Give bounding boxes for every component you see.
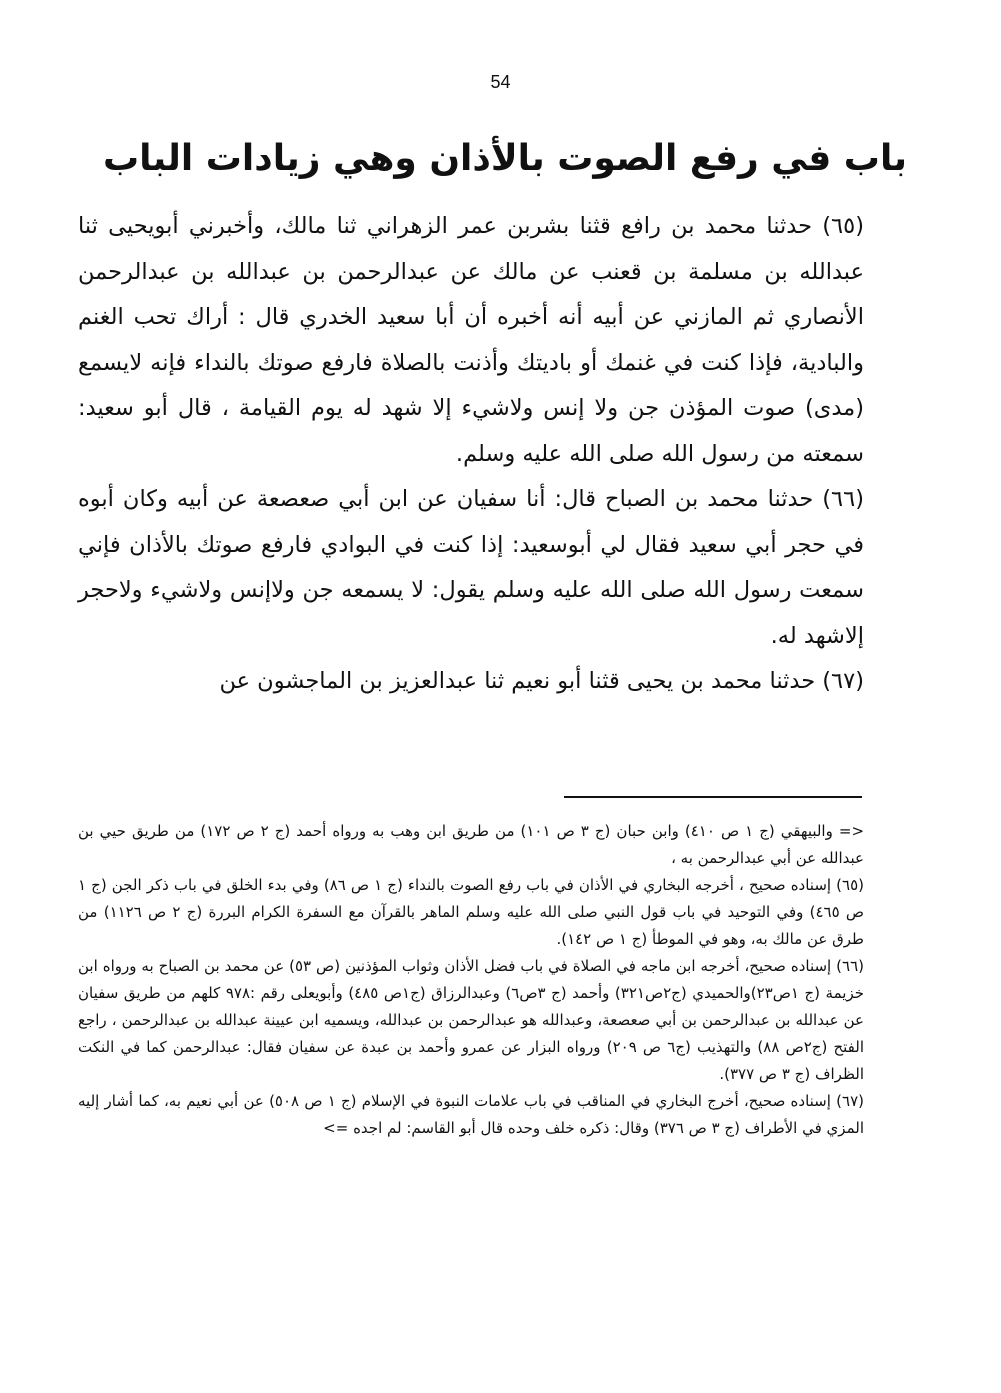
page-number: 54: [490, 72, 511, 92]
footnote-separator: [564, 796, 862, 798]
chapter-title: باب في رفع الصوت بالأذان وهي زيادات الباب: [102, 138, 908, 179]
footnotes: [78, 818, 864, 1142]
hadith-paragraph-65: (٦٥) حدثنا محمد بن رافع قثنا بشربن عمر الزهراني ثنا مالك، وأخبرني أبويحيى ثنا عبدالله بن مسلمة بن قعنب عن مالك عن عبدالرحمن بن عبدالله بن عبدالرحمن الأنصاري ثم المازني عن أبيه أنه أخبره أن أبا سعيد الخدري قال : أراك تحب الغنم والبادية، فإذا كنت في غنمك أو باديتك وأذنت بالصلاة فارفع صوتك بالنداء فإنه لايسمع (مدى) صوت المؤذن جن ولا إنس ولاشيء إلا شهد له يوم القيامة ، قال أبو سعيد: سمعته من رسول الله صلى الله عليه وسلم.: [78, 213, 864, 467]
footnote-65: (٦٥) إسناده صحيح ، أخرجه البخاري في الأذان في باب رفع الصوت بالنداء (ج ١ ص ٨٦) وفي بدء الخلق في باب ذكر الجن (ج ١ ص ٤٦٥) وفي التوحيد في باب قول النبي صلى الله عليه وسلم الماهر بالقرآن مع السفرة الكرام البررة (ج ٢ ص ١١٢٦) من طرق عن مالك به، وهو في الموطأ (ج ١ ص ١٤٢).: [78, 876, 865, 948]
hadith-paragraph-67: (٦٧) حدثنا محمد بن يحيى قثنا أبو نعيم ثنا عبدالعزيز بن الماجشون عن: [219, 668, 864, 694]
main-text: [78, 204, 864, 705]
footnote-66: (٦٦) إسناده صحيح، أخرجه ابن ماجه في الصلاة في باب فضل الأذان وثواب المؤذنين (ص ٥٣) عن محمد بن الصباح به ورواه ابن خزيمة (ج ١ص٢٣)والحميدي (ج٢ص٣٢١) وأحمد (ج ٣ص٦) وعبدالرزاق (ج١ص ٤٨٥) وأبويعلى رقم :٩٧٨ كلهم من طريق سفيان عن عبدالله بن عبدالرحمن بن أبي صعصعة، وعبدالله هو عبدالرحمن بن عبدالله، ويسميه ابن عيينة عبدالله بن عبدالرحمن ، راجع الفتح (ج٢ص ٨٨) والتهذيب (ج٦ ص ٢٠٩) ورواه البزار عن عمرو وأحمد بن عبدة عن سفيان فقال: عبدالرحمن كما في النكت الظراف (ج ٣ ص ٣٧٧).: [78, 957, 865, 1083]
footnote-67: (٦٧) إسناده صحيح، أخرج البخاري في المناقب في باب علامات النبوة في الإسلام (ج ١ ص ٥٠٨) عن أبي نعيم به، كما أشار إليه المزي في الأطراف (ج ٣ ص ٣٧٦) وقال: ذكره خلف وحده قال أبو القاسم: لم اجده =>: [78, 1092, 864, 1137]
footnote-continuation: <= والبيهقي (ج ١ ص ٤١٠) وابن حبان (ج ٣ ص ١٠١) من طريق ابن وهب به ورواه أحمد (ج ٢ ص ١٧٢) من طريق حيي بن عبدالله عن أبي عبدالرحمن به ،: [78, 822, 865, 867]
hadith-paragraph-66: (٦٦) حدثنا محمد بن الصباح قال: أنا سفيان عن ابن أبي صعصعة عن أبيه وكان أبوه في حجر أبي سعيد فقال لي أبوسعيد: إذا كنت في البوادي فارفع صوتك بالأذان فإني سمعت رسول الله صلى الله عليه وسلم يقول: لا يسمعه جن ولاإنس ولاشيء ولاحجر إلاشهد له.: [78, 486, 864, 649]
